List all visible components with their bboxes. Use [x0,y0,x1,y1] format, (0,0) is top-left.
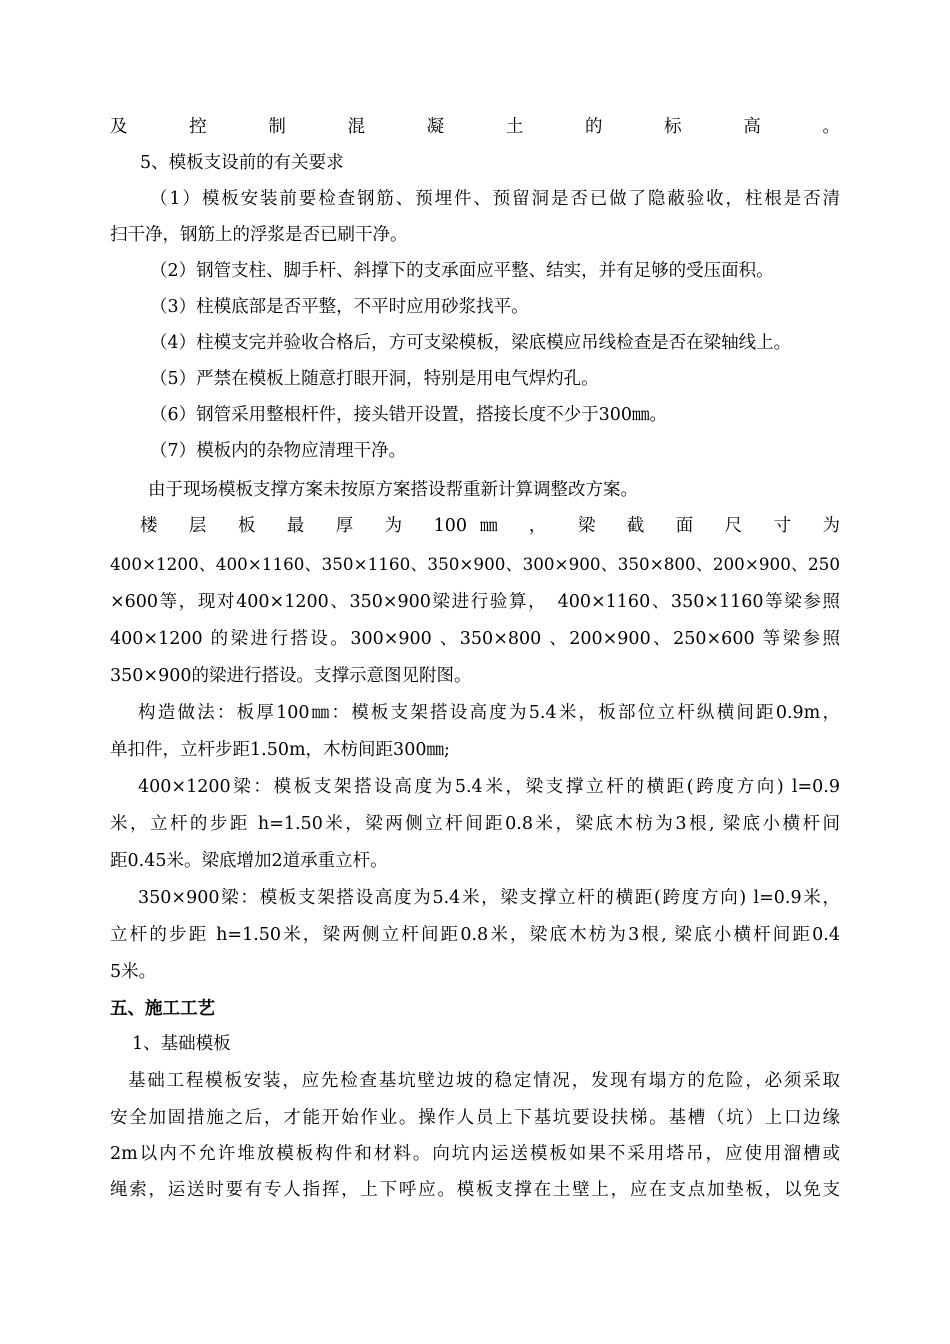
paragraph: 构造做法：板厚100㎜：模板支架搭设高度为5.4米，板部位立杆纵横间距0.9m， [138,703,840,723]
list-item-2: （2）钢管支柱、脚手杆、斜撑下的支承面应平整、结实，并有足够的受压面积。 [150,261,774,281]
text-line: 及控制混凝土的标高。 [110,117,840,137]
section-heading-5: 5、模板支设前的有关要求 [140,153,344,173]
text-line: 绳索，运送时要有专人指挥，上下呼应。模板支撑在土壁上，应在支点加垫板，以免支 [110,1180,840,1200]
paragraph: 由于现场模板支撑方案未按原方案搭设帮重新计算调整改方案。 [148,480,638,500]
paragraph: 350×900梁：模板支架搭设高度为5.4米，梁支撑立杆的横距(跨度方向) l=0.9米， [138,888,840,908]
text-line: 扫干净，钢筋上的浮浆是否已刷干净。 [110,225,408,245]
text-line: ×600等，现对400×1200、350×900梁进行验算， 400×1160、350×1160等梁参照 [110,592,840,612]
list-item-3: （3）柱模底部是否平整，不平时应用砂浆找平。 [150,297,529,317]
paragraph: 400×1200梁：模板支架搭设高度为5.4米，梁支撑立杆的横距(跨度方向) l=0.9 [138,777,840,797]
text-line: 2m以内不允许堆放模板构件和材料。向坑内运送模板如果不采用塔吊，应使用溜槽或 [110,1144,840,1164]
list-item-5: （5）严禁在模板上随意打眼开洞，特别是用电气焊灼孔。 [150,369,599,389]
list-item-6: （6）钢管采用整根杆件，接头错开设置，搭接长度不少于300㎜。 [150,405,668,425]
text-line: 400×1200 的梁进行搭设。300×900 、350×800 、200×900、250×600 等梁参照 [110,629,840,649]
text-line: 5米。 [110,962,157,982]
section-heading-five: 五、施工工艺 [110,999,215,1019]
text-line: 距0.45米。梁底增加2道承重立杆。 [110,851,388,871]
list-item-7: （7）模板内的杂物应清理干净。 [150,441,407,461]
subsection-heading-1: 1、基础模板 [132,1034,231,1054]
text-line: 单扣件，立杆步距1.50m，木枋间距300㎜; [110,740,450,760]
text-line: 立杆的步距 h=1.50米，梁两侧立杆间距0.8米，梁底木枋为3根, 梁底小横杆间距0.4 [110,925,840,945]
list-item-4: （4）柱模支完并验收合格后，方可支梁模板，梁底模应吊线检查是否在梁轴线上。 [150,333,792,353]
text-line: 安全加固措施之后，才能开始作业。操作人员上下基坑要设扶梯。基槽（坑）上口边缘 [110,1108,840,1128]
text-line: 350×900的梁进行搭设。支撑示意图见附图。 [110,666,472,686]
list-item-1: （1）模板安装前要检查钢筋、预埋件、预留洞是否已做了隐蔽验收，柱根是否清 [150,189,840,209]
text-line: 米，立杆的步距 h=1.50米，梁两侧立杆间距0.8米，梁底木枋为3根, 梁底小横杆间 [110,814,840,834]
paragraph: 基础工程模板安装，应先检查基坑壁边坡的稳定情况，发现有塌方的危险，必须采取 [128,1071,840,1091]
paragraph: 楼 层 板 最 厚 为 100㎜ ， 梁 截 面 尺 寸 为 [140,516,840,536]
text-line: 400×1200、400×1160、350×1160、350×900、300×900、350×800、200×900、250 [110,554,840,574]
